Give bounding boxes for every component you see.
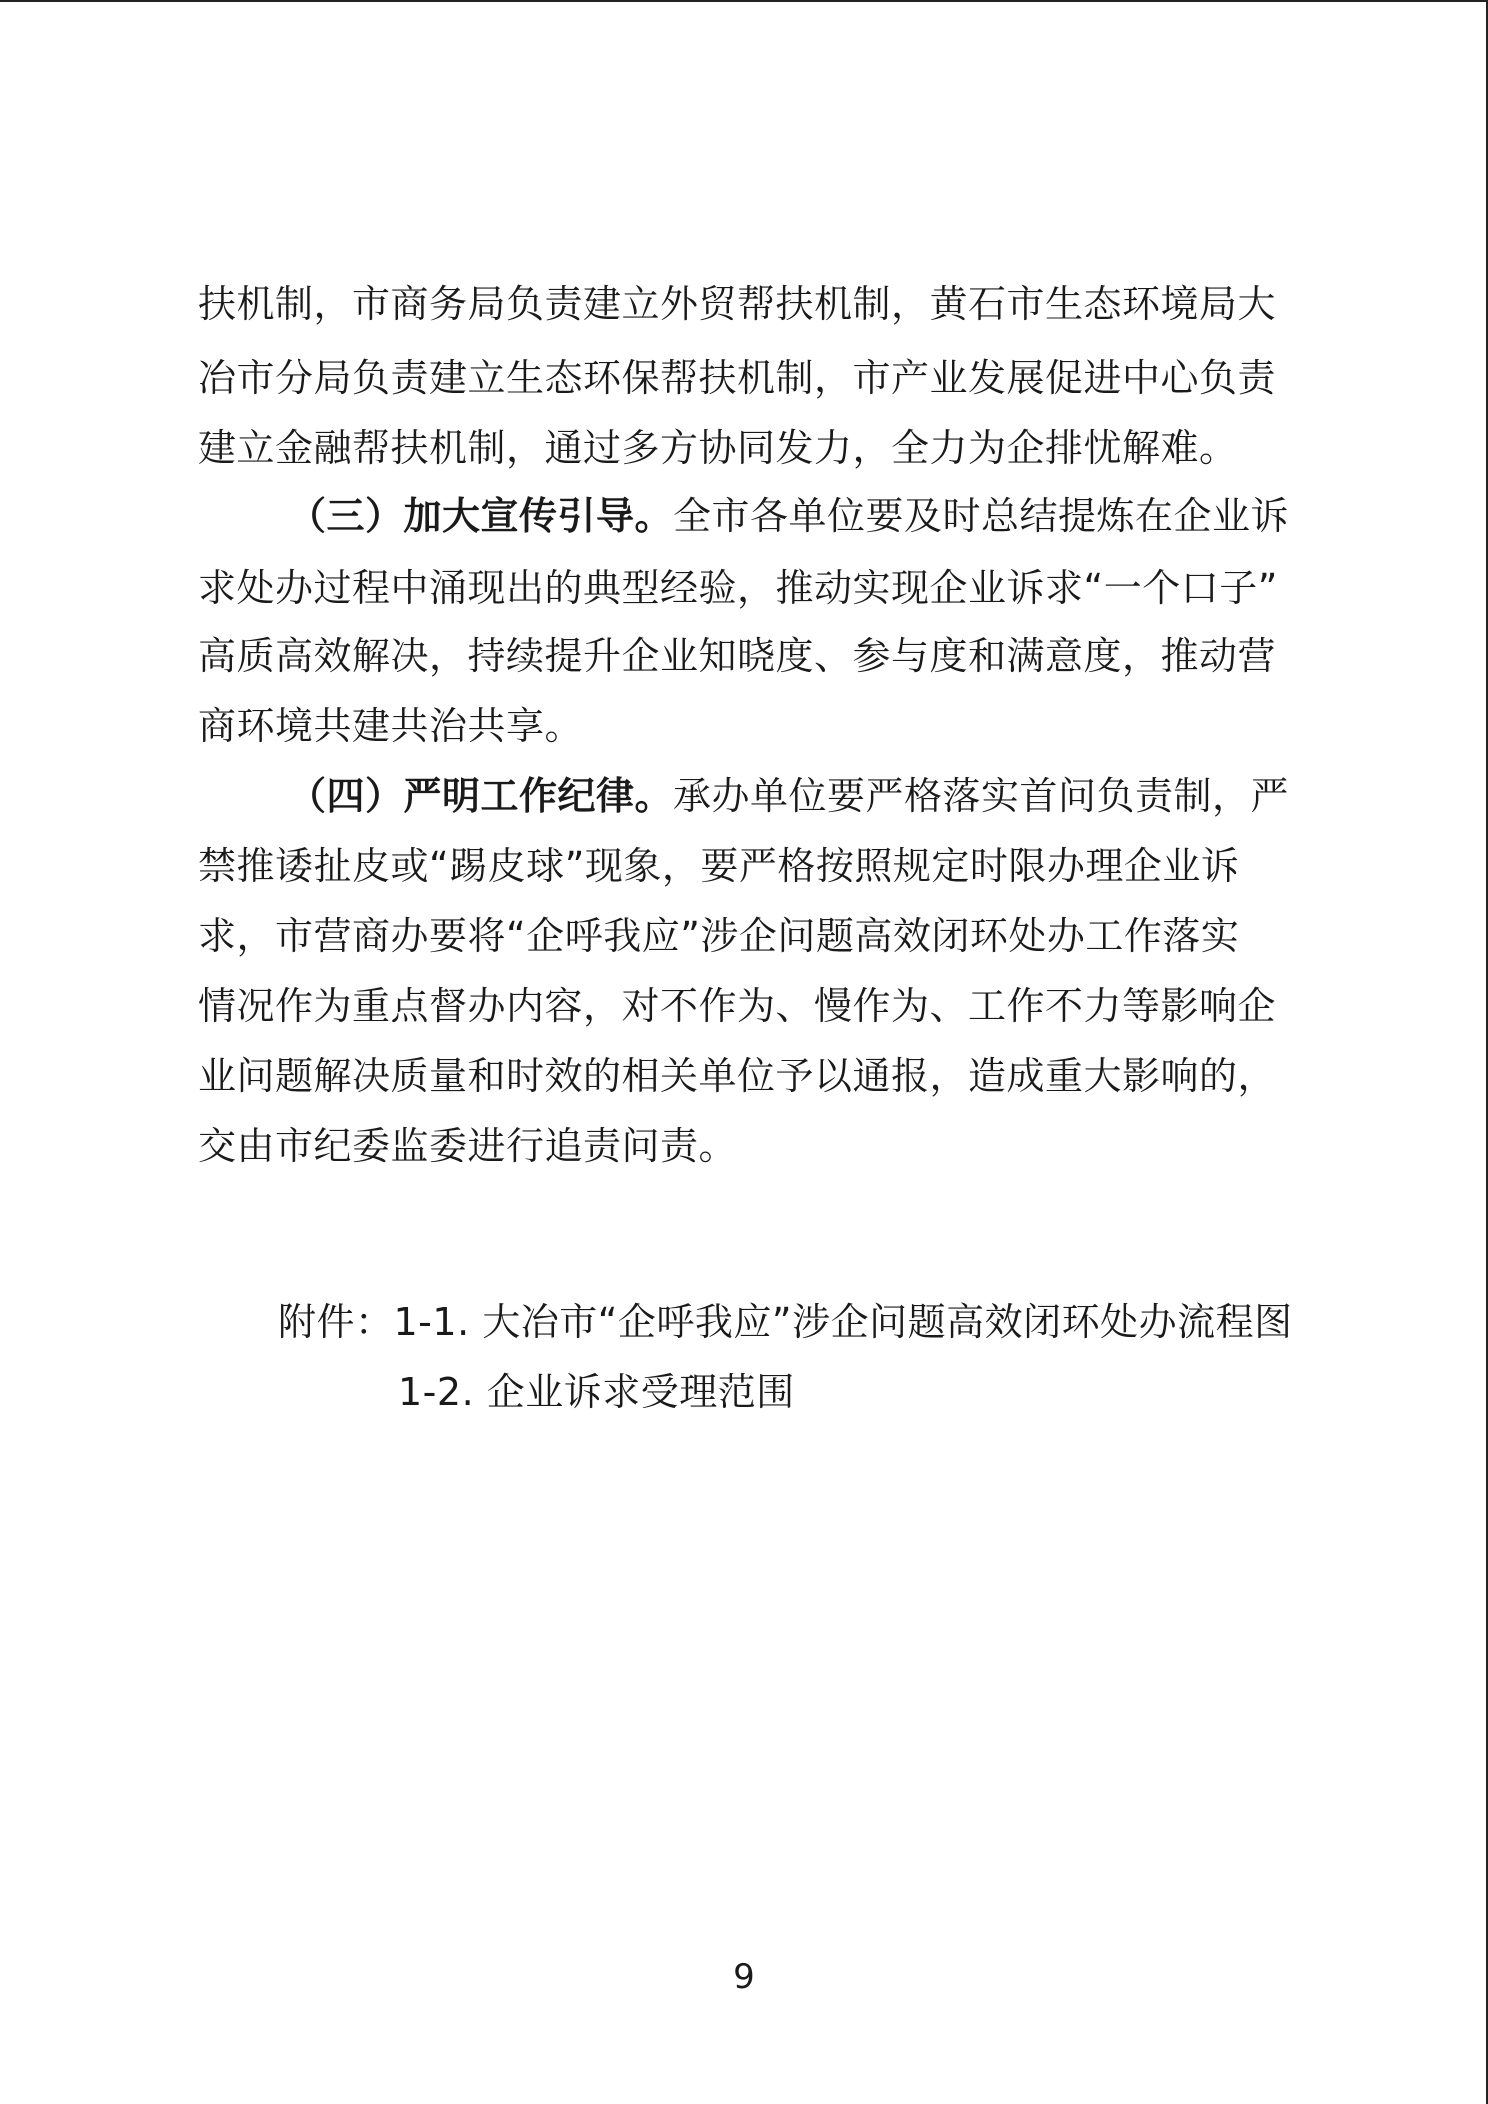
attachment-line-1: 附件：1-1. 大冶市“企呼我应”涉企问题高效闭环处办流程图 xyxy=(278,1300,1293,1344)
attachment-line-2: 1-2. 企业诉求受理范围 xyxy=(398,1370,795,1414)
section-4-text: 承办单位要严格落实首问负责制，严 xyxy=(673,774,1290,818)
section-3-text: 全市各单位要及时总结提炼在企业诉 xyxy=(673,494,1290,538)
section-3-heading: （三）加大宣传引导。 xyxy=(288,494,674,538)
paragraph-line: 冶市分局负责建立生态环保帮扶机制，市产业发展促进中心负责 xyxy=(198,356,1277,400)
paragraph-line: 高质高效解决，持续提升企业知晓度、参与度和满意度，推动营 xyxy=(198,634,1277,678)
page-number: 9 xyxy=(733,1957,755,1997)
section-4-first-line xyxy=(288,772,1308,820)
paragraph-line: 扶机制，市商务局负责建立外贸帮扶机制，黄石市生态环境局大 xyxy=(198,282,1277,326)
section-3-first-line xyxy=(288,492,1308,540)
paragraph-line: 情况作为重点督办内容，对不作为、慢作为、工作不力等影响企 xyxy=(198,984,1277,1028)
paragraph-line: 业问题解决质量和时效的相关单位予以通报，造成重大影响的， xyxy=(198,1054,1277,1098)
paragraph-line: 建立金融帮扶机制，通过多方协同发力，全力为企排忧解难。 xyxy=(198,426,1238,470)
paragraph-line: 求，市营商办要将“企呼我应”涉企问题高效闭环处办工作落实 xyxy=(198,914,1240,958)
paragraph-line: 交由市纪委监委进行追责问责。 xyxy=(198,1124,738,1168)
paragraph-line: 商环境共建共治共享。 xyxy=(198,704,584,748)
section-4-heading: （四）严明工作纪律。 xyxy=(288,774,674,818)
paragraph-line: 求处办过程中涌现出的典型经验，推动实现企业诉求“一个口子” xyxy=(198,566,1278,610)
paragraph-line: 禁推诿扯皮或“踢皮球”现象，要严格按照规定时限办理企业诉 xyxy=(198,844,1240,888)
